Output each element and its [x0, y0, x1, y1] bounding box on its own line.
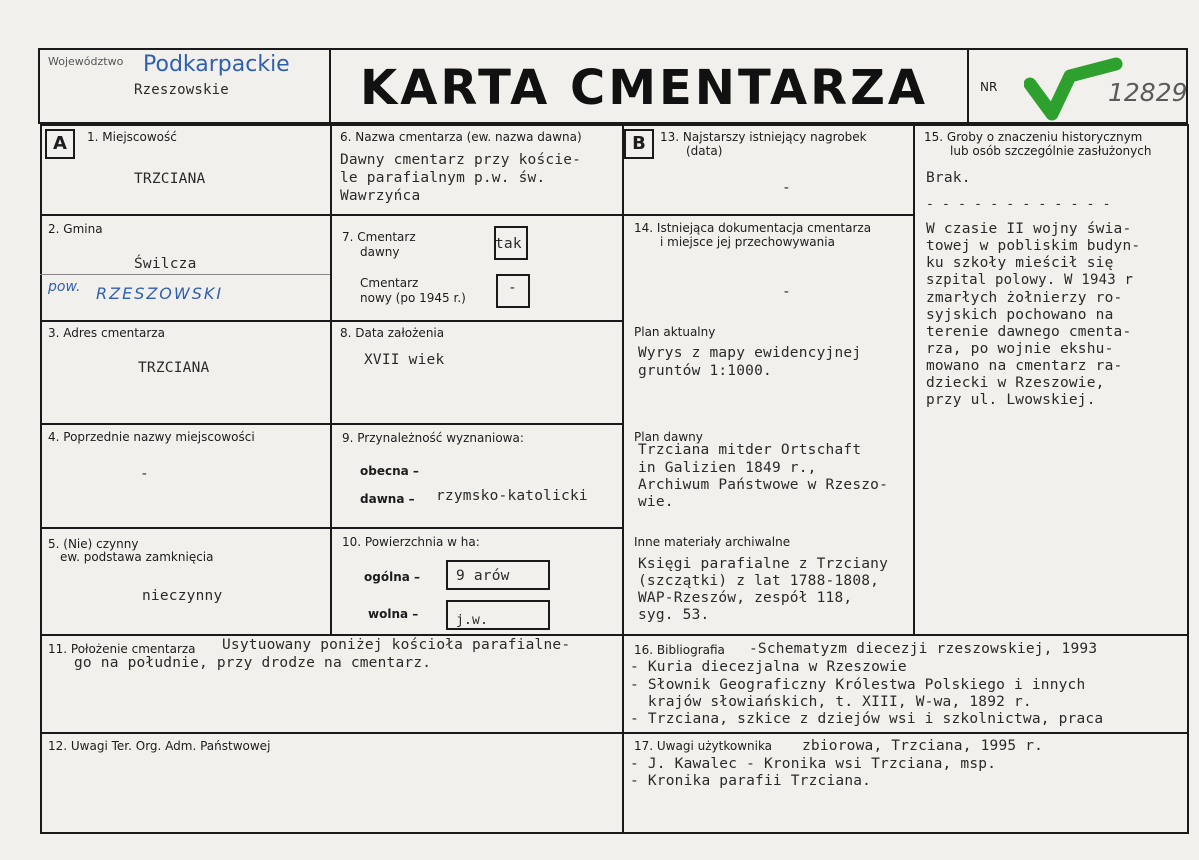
field-9-current-label: obecna – [360, 464, 419, 478]
field-5-label: 5. (Nie) czynny [48, 537, 139, 551]
field-6-line-2: le parafialnym p.w. św. [340, 170, 546, 186]
field-2-label: 2. Gmina [48, 222, 103, 236]
field-7-old-value: tak [495, 236, 522, 252]
field-8-value: XVII wiek [364, 352, 445, 368]
field-15-line-3: ku szkoły mieścił się [926, 255, 1114, 271]
plan-old-line-2: in Galizien 1849 r., [638, 460, 817, 476]
wojewodztwo-value: Podkarpackie [143, 52, 290, 77]
field-16-label: 16. Bibliografia [634, 643, 725, 657]
other-line-1: Księgi parafialne z Trzciany [638, 556, 889, 572]
field-17-first-line: zbiorowa, Trzciana, 1995 r. [802, 738, 1044, 754]
field-16-line-4: - Trzciana, szkice z dziejów wsi i szkolnictwa, praca [630, 711, 1104, 727]
field-5-sublabel: ew. podstawa zamknięcia [60, 550, 214, 564]
body-divider-right [913, 124, 915, 634]
field-7-new-sublabel: nowy (po 1945 r.) [360, 291, 466, 305]
region-old: Rzeszowskie [134, 82, 229, 98]
nr-label: NR [980, 80, 998, 94]
plan-old-line-4: wie. [638, 494, 674, 510]
plan-current-label: Plan aktualny [634, 325, 716, 339]
body-divider-middle [622, 124, 624, 834]
field-7-old-sublabel: dawny [360, 245, 400, 259]
field-15-line-4: szpital polowy. W 1943 r [926, 272, 1134, 288]
field-17-line-1: - J. Kawalec - Kronika wsi Trzciana, msp. [630, 756, 997, 772]
field-13-label: 13. Najstarszy istniejący nagrobek [660, 130, 867, 144]
field-11-line-2: go na południe, przy drodze na cmentarz. [74, 655, 432, 671]
nr-value: 12829 [1108, 78, 1188, 107]
field-7-new-label: Cmentarz [360, 276, 419, 290]
field-3-value: TRZCIANA [138, 360, 210, 376]
field-16-line-2: - Słownik Geograficzny Królestwa Polskiego i innych [630, 677, 1086, 693]
section-b-box: B [624, 129, 654, 159]
other-line-3: WAP-Rzeszów, zespół 118, [638, 590, 853, 606]
other-line-4: syg. 53. [638, 607, 710, 623]
field-9-former-label: dawna – [360, 492, 415, 506]
field-10-total-value: 9 arów [456, 568, 510, 584]
field-10-label: 10. Powierzchnia w ha: [342, 535, 480, 549]
row-line-2 [40, 320, 622, 322]
field-13-value: - [782, 180, 791, 196]
field-6-label: 6. Nazwa cmentarza (ew. nazwa dawna) [340, 130, 582, 144]
header-divider-1 [329, 48, 331, 124]
field-13-sublabel: (data) [686, 144, 723, 158]
field-14-label: 14. Istniejąca dokumentacja cmentarza [634, 221, 872, 235]
plan-old-line-1: Trzciana mitder Ortschaft [638, 442, 862, 458]
field-4-value: - [140, 466, 149, 482]
field-7-new-value: - [508, 280, 517, 296]
field-3-label: 3. Adres cmentarza [48, 326, 165, 340]
field-16-first-line: -Schematyzm diecezji rzeszowskiej, 1993 [749, 641, 1098, 657]
field-15-label: 15. Groby o znaczeniu historycznym [924, 130, 1143, 144]
field-16-line-1: - Kuria diecezjalna w Rzeszowie [630, 659, 907, 675]
field-15-dashes: - - - - - - - - - - - - [926, 197, 1111, 212]
powiat-value: RZESZOWSKI [96, 284, 224, 303]
row-line-1 [40, 214, 622, 216]
field-15-line-7: terenie dawnego cmenta- [926, 324, 1132, 340]
gmina-underline [40, 274, 330, 275]
field-9-label: 9. Przynależność wyznaniowa: [342, 431, 524, 445]
field-1-label: 1. Miejscowość [87, 130, 177, 144]
other-line-2: (szczątki) z lat 1788-1808, [638, 573, 880, 589]
field-16-line-3: krajów słowiańskich, t. XIII, W-wa, 1892 r. [630, 694, 1032, 710]
field-15-line-8: rza, po wojnie ekshu- [926, 341, 1114, 357]
field-6-line-1: Dawny cmentarz przy koście- [340, 152, 582, 168]
field-15-line-11: przy ul. Lwowskiej. [926, 392, 1096, 408]
field-15-line-1: W czasie II wojny świa- [926, 221, 1132, 237]
section-a-box: A [45, 129, 75, 159]
section-b-line [622, 214, 913, 216]
field-12-label: 12. Uwagi Ter. Org. Adm. Państwowej [48, 739, 271, 753]
field-17-line-2: - Kronika parafii Trzciana. [630, 773, 872, 789]
card-title: KARTA CMENTARZA [360, 60, 929, 116]
field-17-label: 17. Uwagi użytkownika [634, 739, 773, 753]
wojewodztwo-label: Województwo [48, 55, 124, 68]
field-15-line-5: zmarłych żołnierzy ro- [926, 290, 1123, 306]
row-line-6 [40, 732, 1189, 734]
row-line-5 [40, 634, 1189, 636]
plan-current-line-2: gruntów 1:1000. [638, 363, 772, 379]
field-15-line-10: dziecki w Rzeszowie, [926, 375, 1105, 391]
field-6-line-3: Wawrzyńca [340, 188, 421, 204]
field-10-total-label: ogólna – [364, 570, 421, 584]
field-5-value: nieczynny [142, 588, 223, 604]
field-14-sublabel: i miejsce jej przechowywania [660, 235, 835, 249]
plan-old-line-3: Archiwum Państwowe w Rzeszo- [638, 477, 889, 493]
field-11-line-1: Usytuowany poniżej kościoła parafialne- [222, 637, 571, 653]
other-materials-label: Inne materiały archiwalne [634, 535, 791, 549]
powiat-label: pow. [48, 279, 81, 295]
plan-old-label: Plan dawny [634, 430, 703, 444]
field-9-former-value: rzymsko-katolicki [436, 488, 588, 504]
row-line-3 [40, 423, 622, 425]
field-15-value: Brak. [926, 170, 971, 186]
field-15-line-6: syjskich pochowano na [926, 307, 1114, 323]
field-10-free-label: wolna – [368, 607, 419, 621]
field-14-value: - [782, 284, 791, 300]
field-10-free-value: j.w. [456, 613, 489, 628]
field-7-old-label: 7. Cmentarz [342, 230, 416, 244]
field-2-value: Świlcza [134, 256, 197, 272]
field-8-label: 8. Data założenia [340, 326, 445, 340]
field-15-line-2: towej w pobliskim budyn- [926, 238, 1141, 254]
plan-current-line-1: Wyrys z mapy ewidencyjnej [638, 345, 862, 361]
field-15-line-9: mowano na cmentarz ra- [926, 358, 1123, 374]
field-1-value: TRZCIANA [134, 171, 206, 187]
field-15-sublabel: lub osób szczególnie zasłużonych [950, 144, 1152, 158]
row-line-4 [40, 527, 622, 529]
header-divider-2 [967, 48, 969, 124]
field-11-label: 11. Położenie cmentarza [48, 642, 196, 656]
body-divider-left [330, 124, 332, 634]
field-4-label: 4. Poprzednie nazwy miejscowości [48, 430, 255, 444]
